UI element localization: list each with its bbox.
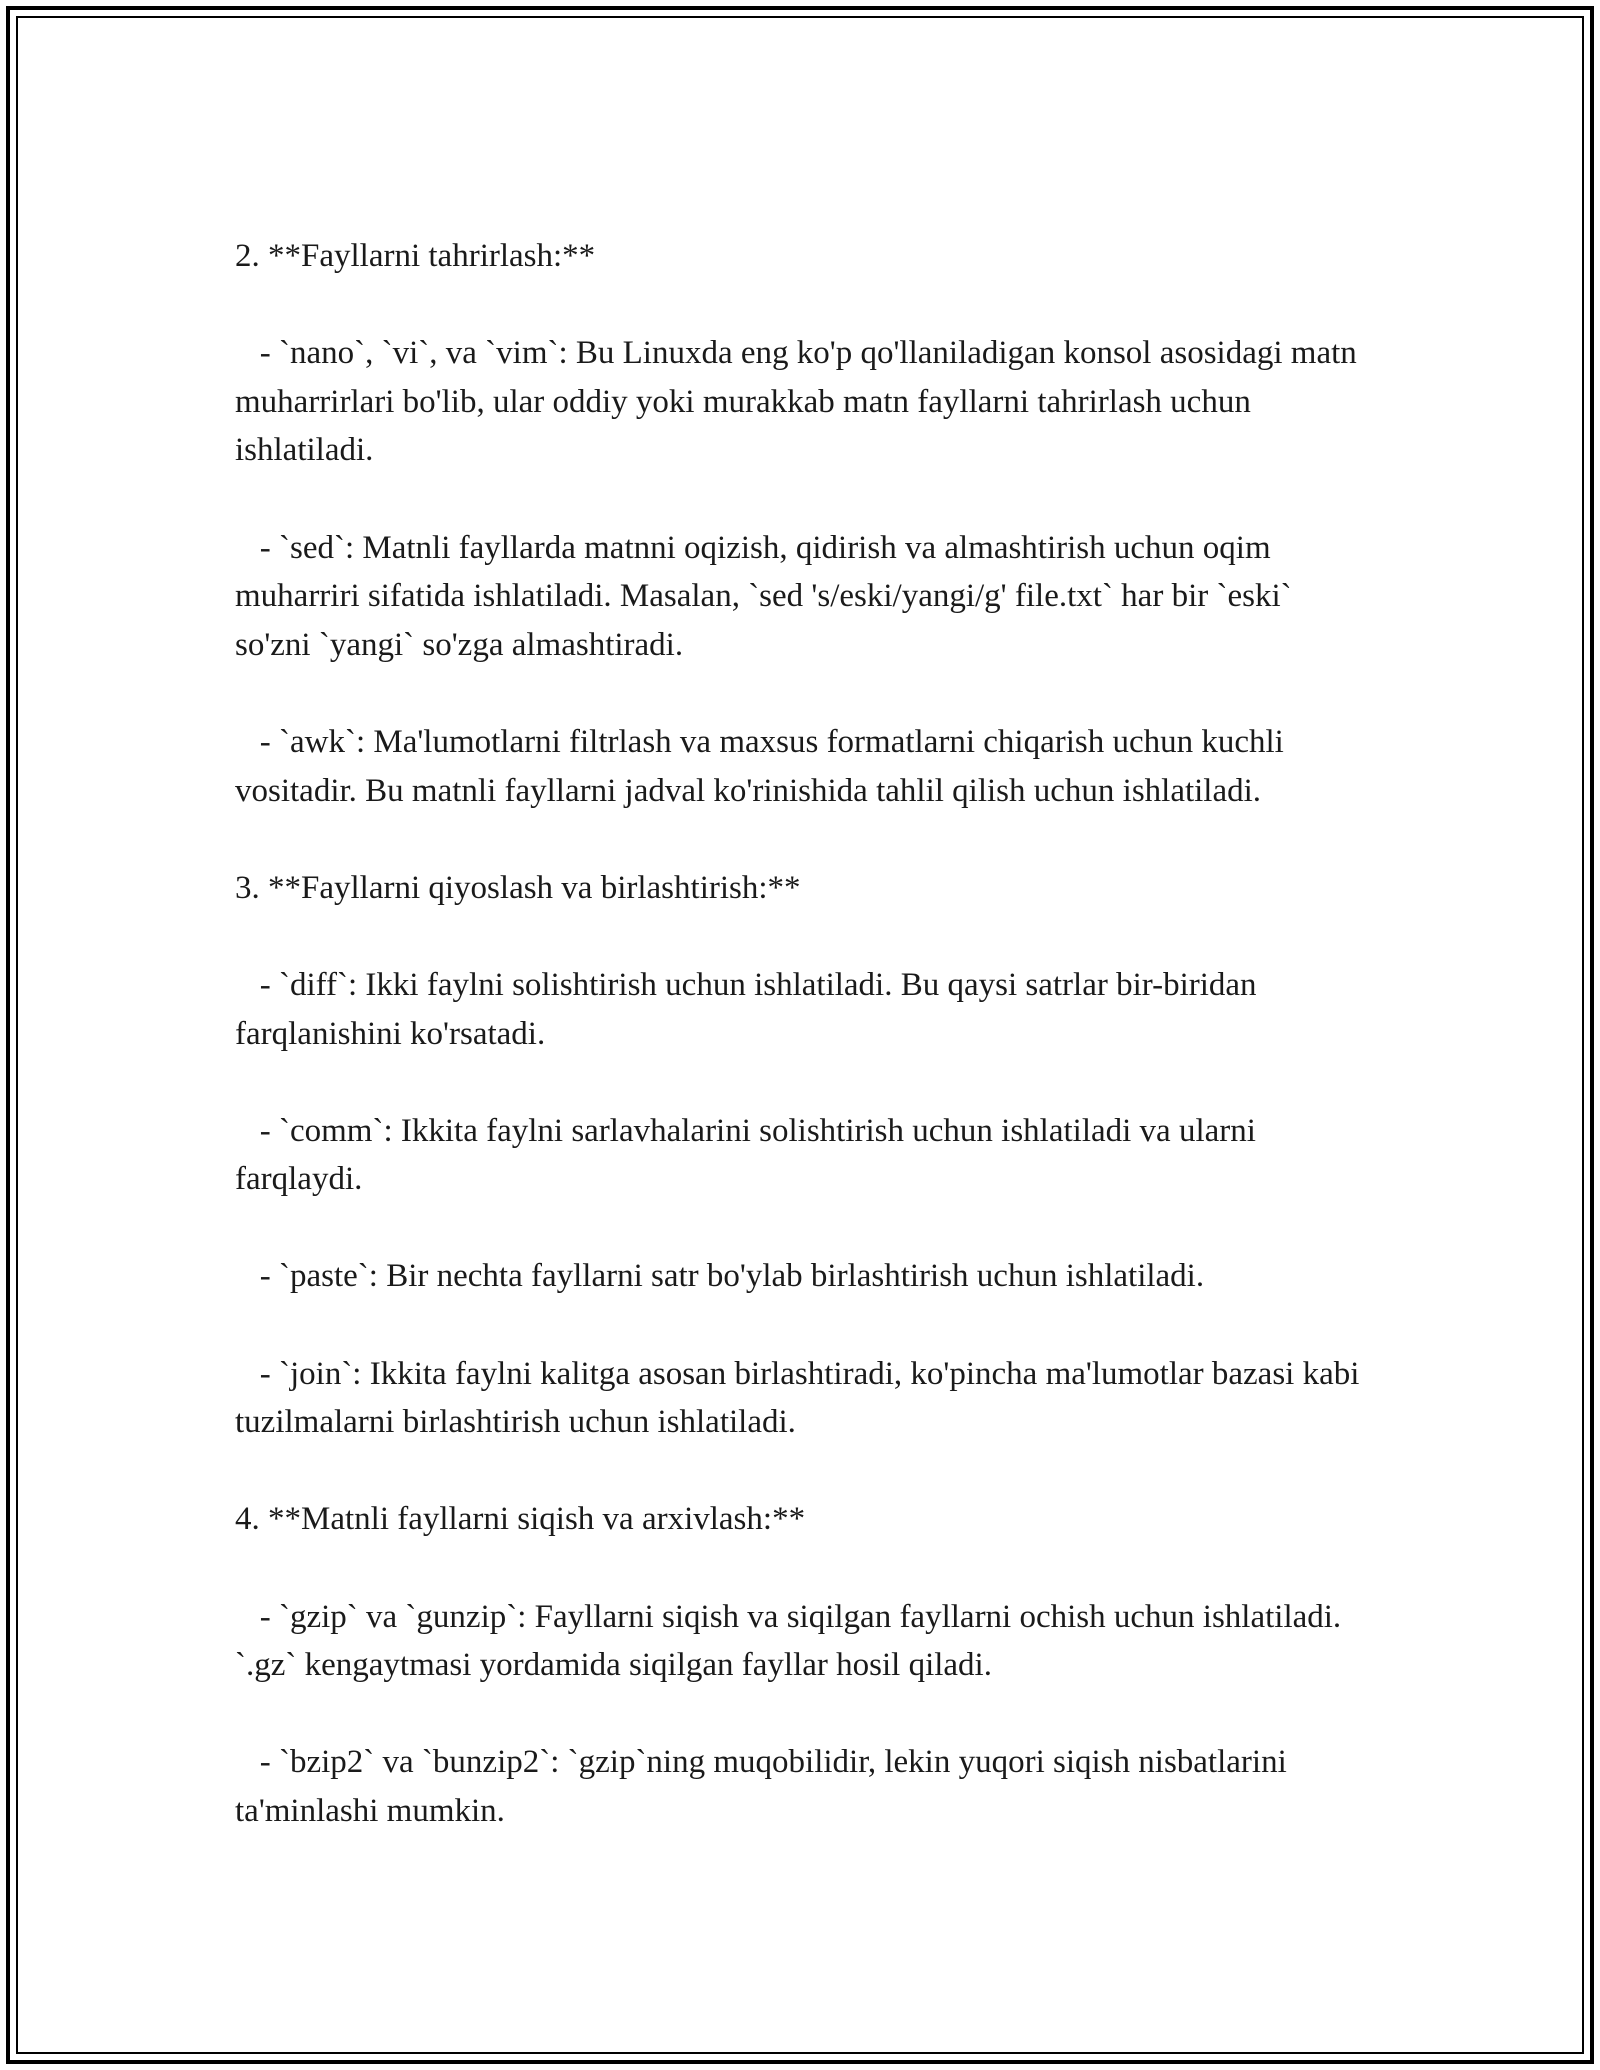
- list-item-sed: - `sed`: Matnli fayllarda matnni oqizish, qidirish va almashtirish uchun oqim muharriri sifatida ishlatiladi. Masalan, `sed 's/eski/yangi/g' file.txt` har bir `eski` so'zni `yangi` so'zga almashtiradi.: [235, 529, 1300, 663]
- section-heading-3: 3. **Fayllarni qiyoslash va birlashtirish:**: [235, 869, 801, 906]
- section-heading-2: 2. **Fayllarni tahrirlash:**: [235, 238, 596, 274]
- list-item-gzip: - `gzip` va `gunzip`: Fayllarni siqish va siqilgan fayllarni ochish uchun ishlatiladi. `.gz` kengaytmasi yordamida siqilgan fayllar hosil qiladi.: [235, 1598, 1350, 1684]
- list-item-diff: - `diff`: Ikki faylni solishtirish uchun ishlatiladi. Bu qaysi satrlar bir-biridan farqlanishini ko'rsatadi.: [235, 966, 1265, 1052]
- section-heading-4: 4. **Matnli fayllarni siqish va arxivlash:**: [235, 1501, 806, 1538]
- document-body: [235, 232, 1370, 1836]
- list-item-awk: - `awk`: Ma'lumotlarni filtrlash va maxsus formatlarni chiqarish uchun kuchli vositadir. Bu matnli fayllarni jadval ko'rinishida tahlil qilish uchun ishlatiladi.: [235, 723, 1293, 809]
- list-item-paste: - `paste`: Bir nechta fayllarni satr bo'ylab birlashtirish uchun ishlatiladi.: [235, 1258, 1205, 1295]
- list-item-comm: - `comm`: Ikkita faylni sarlavhalarini solishtirish uchun ishlatiladi va ularni farqlaydi.: [235, 1112, 1265, 1198]
- list-item-nano-vi-vim: - `nano`, `vi`, va `vim`: Bu Linuxda eng ko'p qo'llaniladigan konsol asosidagi matn muharrirlari bo'lib, ular oddiy yoki murakkab matn fayllarni tahrirlash uchun ishlatiladi.: [235, 335, 1366, 469]
- list-item-bzip2: - `bzip2` va `bunzip2`: `gzip`ning muqobilidir, lekin yuqori siqish nisbatlarini ta'minlashi mumkin.: [235, 1744, 1295, 1829]
- list-item-join: - `join`: Ikkita faylni kalitga asosan birlashtiradi, ko'pincha ma'lumotlar bazasi kabi tuzilmalarni birlashtirish uchun ishlatiladi.: [235, 1355, 1368, 1441]
